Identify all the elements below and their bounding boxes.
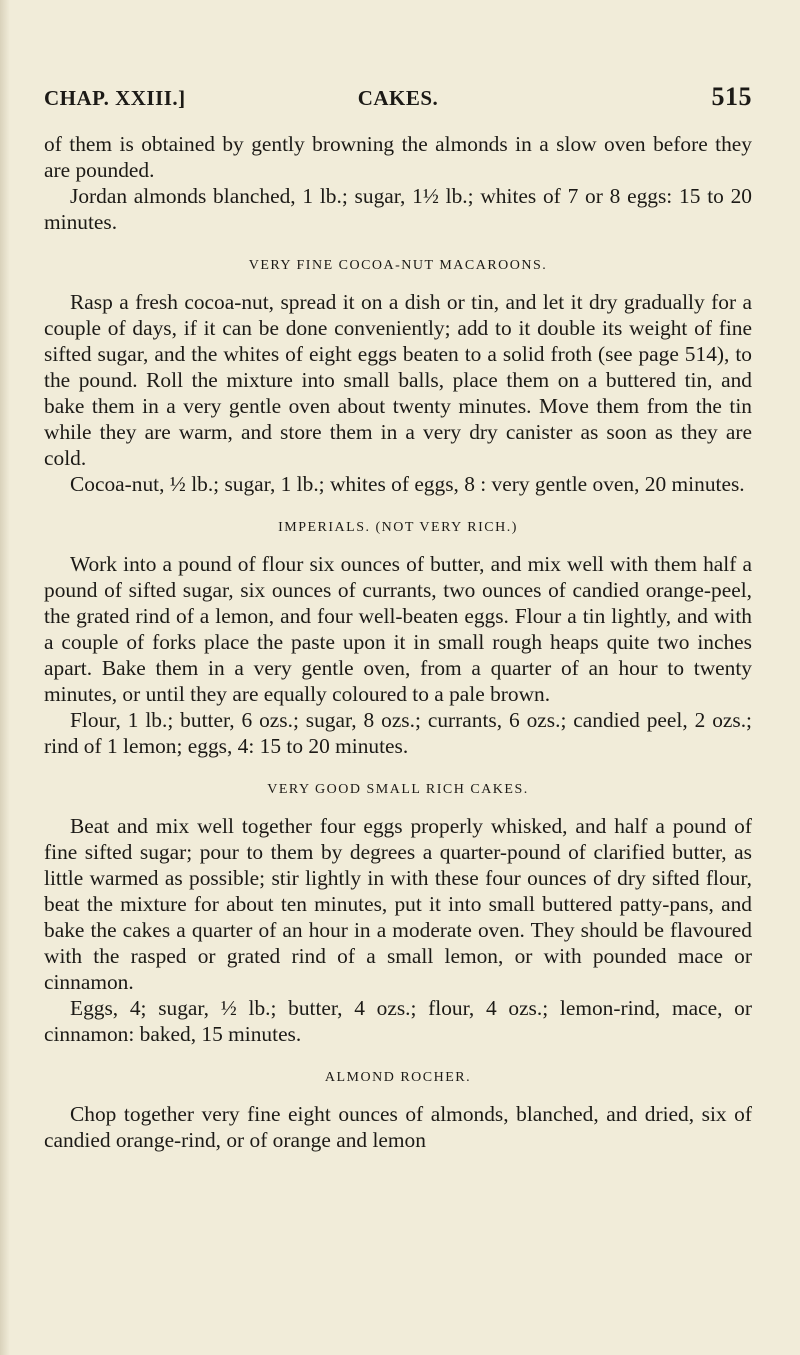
paragraph: Rasp a fresh cocoa-nut, spread it on a dish or tin, and let it dry gradually for a couple of days, if it can be done conveniently; add to it double its weight of fine sifted sugar, and the whites of eight eggs beaten to a solid froth (see page 514), to the pound. Roll the mixture into small balls, place them on a buttered tin, and bake them in a very gentle oven about twenty minutes. Move them from the tin while they are warm, and store them in a very dry canister as soon as they are cold.	[44, 290, 752, 470]
running-header	[44, 82, 752, 120]
chapter-label: CHAP. XXIII.]	[44, 86, 186, 110]
chapter-title: CAKES.	[357, 86, 439, 110]
recipe-summary: Eggs, 4; sugar, ½ lb.; butter, 4 ozs.; flour, 4 ozs.; lemon-rind, mace, or cinnamon: baked, 15 minutes.	[44, 996, 752, 1046]
paragraph: Work into a pound of flour six ounces of butter, and mix well with them half a pound of sifted sugar, six ounces of currants, two ounces of candied orange-peel, the grated rind of a lemon, and four well-beaten eggs. Flour a tin lightly, and with a couple of forks place the paste upon it in small rough heaps quite two inches apart. Bake them in a very gentle oven, from a quarter of an hour to twenty minutes, or until they are equally coloured to a pale brown.	[44, 552, 752, 706]
recipe-heading-almond-rocher: ALMOND ROCHER.	[324, 1070, 472, 1085]
page-body	[44, 131, 752, 1153]
recipe-heading-small-rich-cakes: VERY GOOD SMALL RICH CAKES.	[267, 782, 529, 797]
paragraph: of them is obtained by gently browning the almonds in a slow oven before they are pounded.	[44, 132, 752, 182]
recipe-summary: Flour, 1 lb.; butter, 6 ozs.; sugar, 8 ozs.; currants, 6 ozs.; candied peel, 2 ozs.; rind of 1 lemon; eggs, 4: 15 to 20 minutes.	[44, 708, 752, 758]
page-edge-shadow	[0, 0, 10, 1355]
paragraph: Beat and mix well together four eggs properly whisked, and half a pound of fine sifted sugar; pour to them by degrees a quarter-pound of clarified butter, as little warmed as possible; stir lightly in with these four ounces of dry sifted flour, beat the mixture for about ten minutes, put it into small buttered patty-pans, and bake the cakes a quarter of an hour in a moderate oven. They should be flavoured with the rasped or grated rind of a small lemon, or with pounded mace or cinnamon.	[44, 814, 752, 994]
recipe-summary: Cocoa-nut, ½ lb.; sugar, 1 lb.; whites of eggs, 8 : very gentle oven, 20 minutes.	[70, 472, 745, 496]
recipe-summary: Jordan almonds blanched, 1 lb.; sugar, 1½ lb.; whites of 7 or 8 eggs: 15 to 20 minutes.	[44, 184, 752, 234]
recipe-heading-imperials: IMPERIALS. (NOT VERY RICH.)	[278, 520, 518, 535]
recipe-heading-cocoa-nut-macaroons: VERY FINE COCOA-NUT MACAROONS.	[248, 258, 548, 273]
paragraph: Chop together very fine eight ounces of almonds, blanched, and dried, six of candied orange-rind, or of orange and lemon	[44, 1102, 752, 1152]
page-number: 515	[711, 82, 752, 111]
